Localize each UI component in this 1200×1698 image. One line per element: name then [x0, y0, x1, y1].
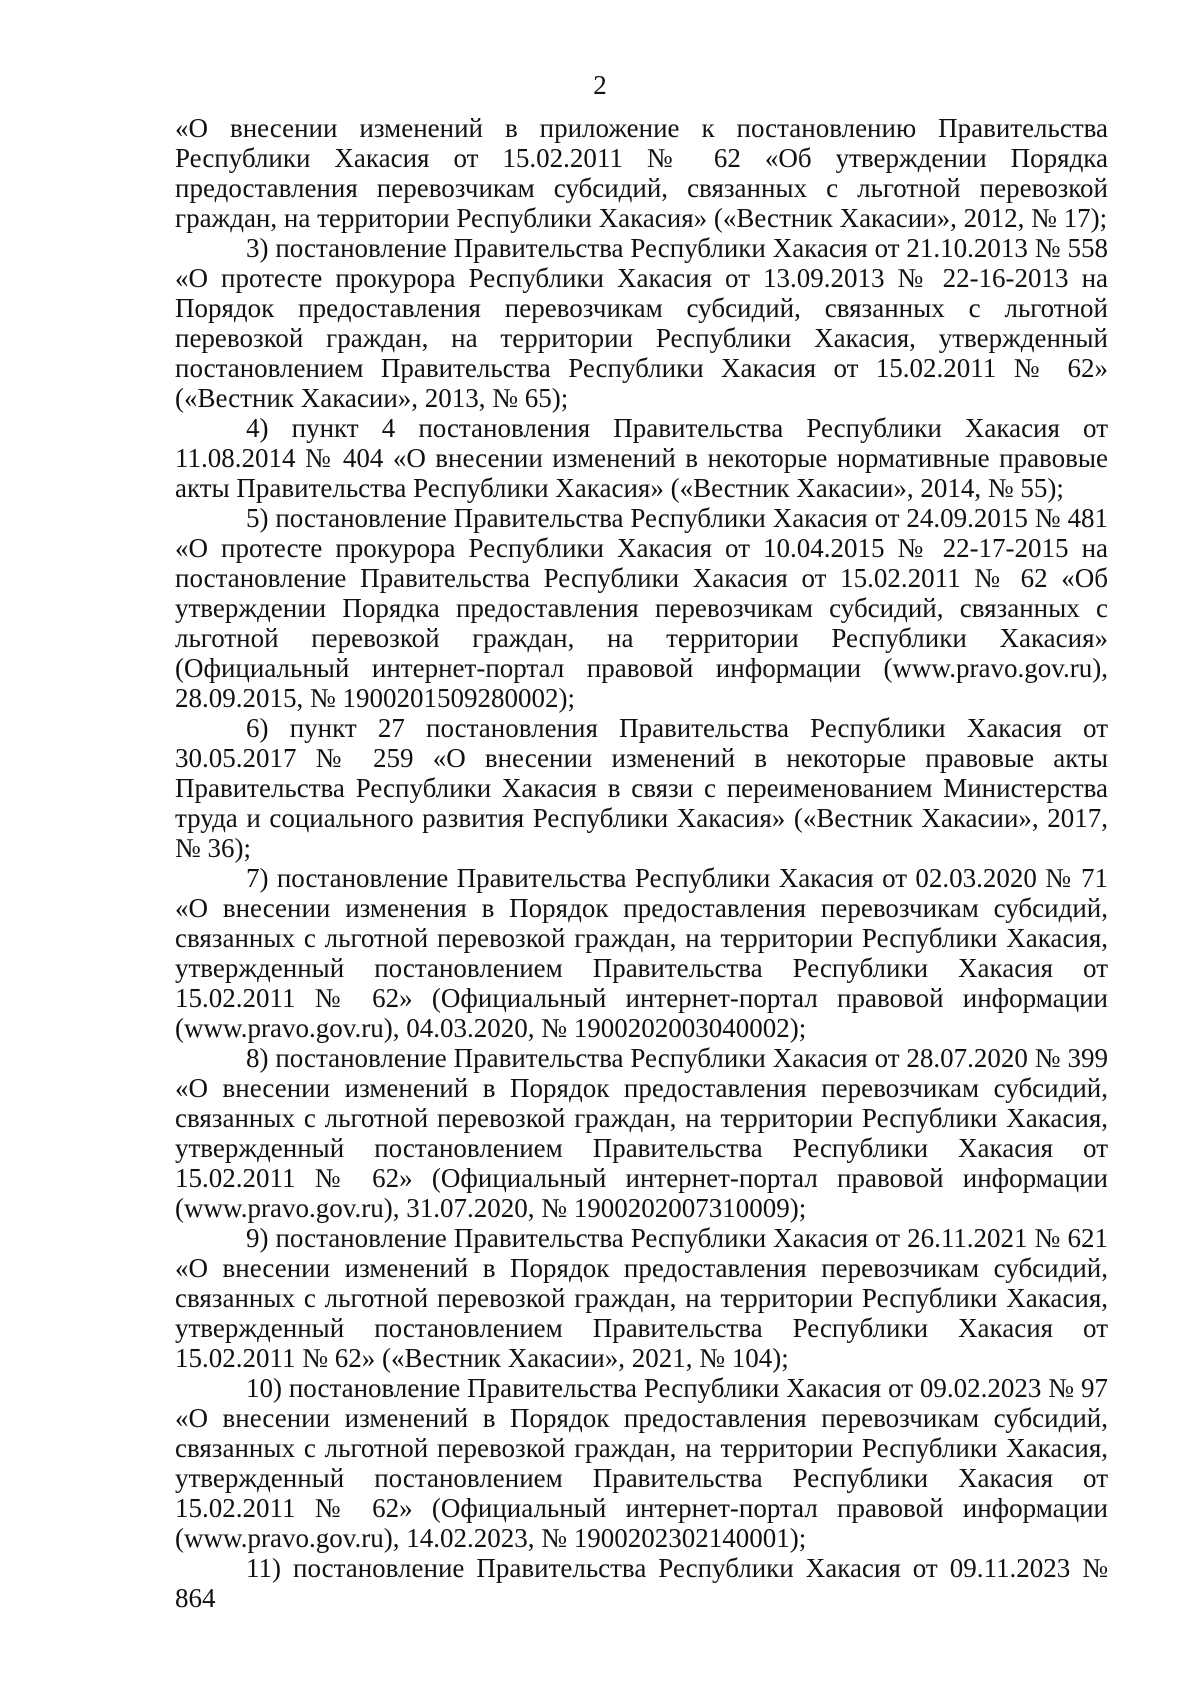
list-item-3: 3) постановление Правительства Республики Хакасия от 21.10.2013 № 558 «О протесте прокурора Республики Хакасия от 13.09.2013 № 22-16-2013 на Порядок предоставления перевозчикам субсидий, связанных с льготной перевозкой граждан, на территории Республики Хакасия, утвержденный постановлением Правительства Республики Хакасия от 15.02.2011 № 62» («Вестник Хакасии», 2013, № 65);: [175, 233, 1108, 413]
list-item-10: 10) постановление Правительства Республики Хакасия от 09.02.2023 № 97 «О внесении изменений в Порядок предоставления перевозчикам субсидий, связанных с льготной перевозкой граждан, на территории Республики Хакасия, утвержденный постановлением Правительства Республики Хакасия от 15.02.2011 № 62» (Официальный интернет-портал правовой информации (www.pravo.gov.ru), 14.02.2023, № 1900202302140001);: [175, 1373, 1108, 1553]
list-item-6: 6) пункт 27 постановления Правительства Республики Хакасия от 30.05.2017 № 259 «О внесении изменений в некоторые правовые акты Правительства Республики Хакасия в связи с переименованием Министерства труда и социального развития Республики Хакасия» («Вестник Хакасии», 2017, № 36);: [175, 713, 1108, 863]
list-item-8: 8) постановление Правительства Республики Хакасия от 28.07.2020 № 399 «О внесении изменений в Порядок предоставления перевозчикам субсидий, связанных с льготной перевозкой граждан, на территории Республики Хакасия, утвержденный постановлением Правительства Республики Хакасия от 15.02.2011 № 62» (Официальный интернет-портал правовой информации (www.pravo.gov.ru), 31.07.2020, № 1900202007310009);: [175, 1043, 1108, 1223]
document-body: [175, 113, 1108, 1613]
list-item-11: 11) постановление Правительства Республики Хакасия от 09.11.2023 № 864: [175, 1553, 1108, 1613]
list-item-5: 5) постановление Правительства Республики Хакасия от 24.09.2015 № 481 «О протесте прокурора Республики Хакасия от 10.04.2015 № 22-17-2015 на постановление Правительства Республики Хакасия от 15.02.2011 № 62 «Об утверждении Порядка предоставления перевозчикам субсидий, связанных с льготной перевозкой граждан, на территории Республики Хакасия» (Официальный интернет-портал правовой информации (www.pravo.gov.ru), 28.09.2015, № 1900201509280002);: [175, 503, 1108, 713]
list-item-7: 7) постановление Правительства Республики Хакасия от 02.03.2020 № 71 «О внесении изменения в Порядок предоставления перевозчикам субсидий, связанных с льготной перевозкой граждан, на территории Республики Хакасия, утвержденный постановлением Правительства Республики Хакасия от 15.02.2011 № 62» (Официальный интернет-портал правовой информации (www.pravo.gov.ru), 04.03.2020, № 1900202003040002);: [175, 863, 1108, 1043]
list-item-4: 4) пункт 4 постановления Правительства Республики Хакасия от 11.08.2014 № 404 «О внесении изменений в некоторые нормативные правовые акты Правительства Республики Хакасия» («Вестник Хакасии», 2014, № 55);: [175, 413, 1108, 503]
page-number: 2: [593, 70, 607, 100]
paragraph-continuation: «О внесении изменений в приложение к постановлению Правительства Республики Хакасия от 15.02.2011 № 62 «Об утверждении Порядка предоставления перевозчикам субсидий, связанных с льготной перевозкой граждан, на территории Республики Хакасия» («Вестник Хакасии», 2012, № 17);: [175, 113, 1108, 233]
list-item-9: 9) постановление Правительства Республики Хакасия от 26.11.2021 № 621 «О внесении изменений в Порядок предоставления перевозчикам субсидий, связанных с льготной перевозкой граждан, на территории Республики Хакасия, утвержденный постановлением Правительства Республики Хакасия от 15.02.2011 № 62» («Вестник Хакасии», 2021, № 104);: [175, 1223, 1108, 1373]
